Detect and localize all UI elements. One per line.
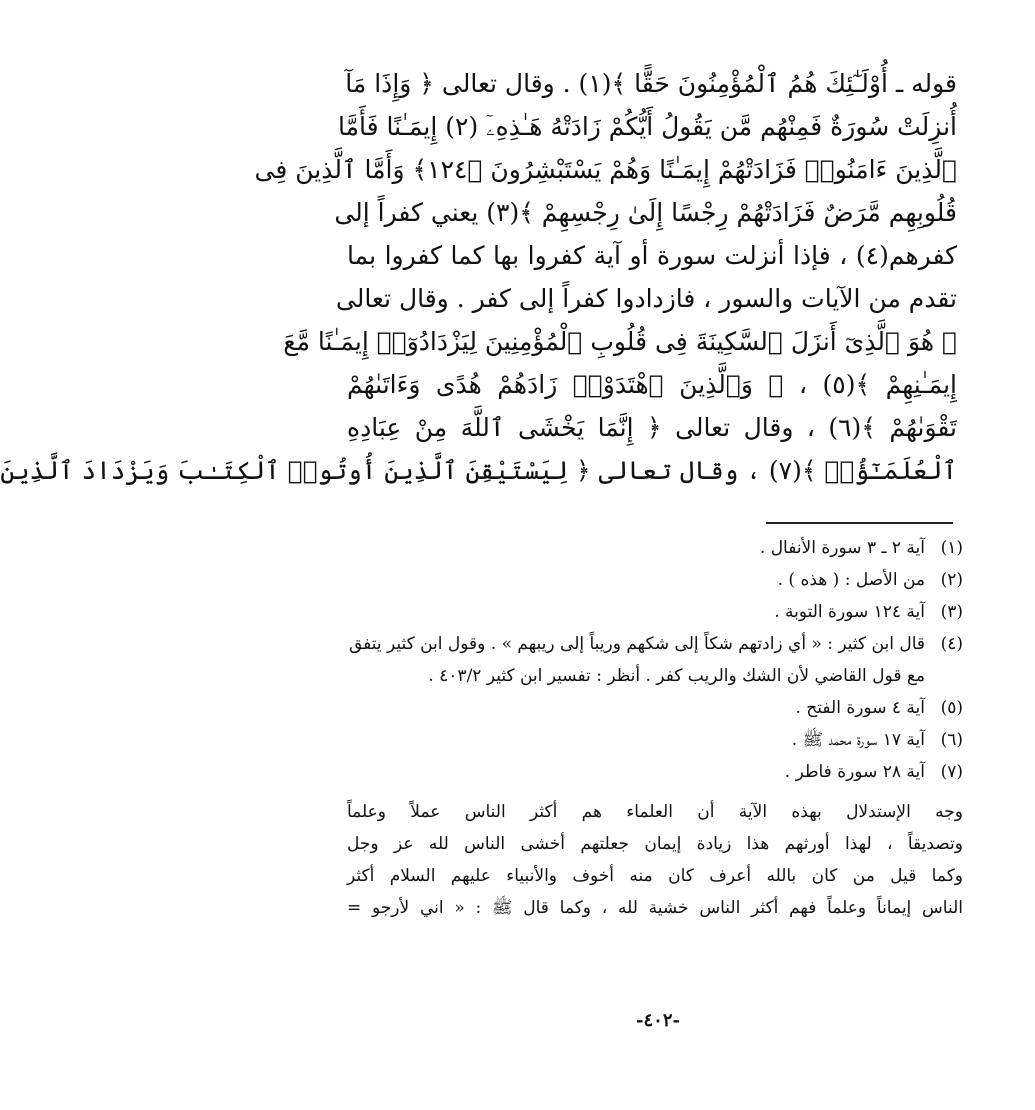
footnote [347,756,963,788]
body-line: أُنزِلَتْ سُورَةٌ فَمِنْهُم مَّن يَقُولُ أَيُّكُمْ زَادَتْهُ هَـٰذِهِۦٓ (٢) إِيمَـٰنًا فَأَمَّا [337,112,957,141]
body-line: ٱلْعُلَمَـٰٓؤُا۟ ﴾(٧) ، وقال تعالى ﴿ لِيَسْتَيْقِنَ ٱلَّذِينَ أُوتُوا۟ ٱلْكِتَـٰبَ وَيَزْدَادَ ٱلَّذِينَ [0,456,957,485]
footnote-number: (٤) [940,634,963,654]
body-line: تقدم من الآيات والسور ، فازدادوا كفراً إلى كفر . وقال تعالى [335,284,957,313]
body-line: ﴿ هُوَ ٱلَّذِىٓ أَنزَلَ ٱلسَّكِينَةَ فِى قُلُوبِ ٱلْمُؤْمِنِينَ لِيَزْدَادُوٓا۟ إِيمَـٰنًا مَّعَ [283,327,957,356]
footnote-separator [766,522,953,524]
footnote-text: آية ٢ ـ ٣ سورة الأنفال . [759,538,925,558]
footnote-text: آية ٤ سورة الفتح . [795,698,925,718]
body-line: قوله ـ أُوْلَـٰٓئِكَ هُمُ ٱلْمُؤْمِنُونَ حَقًّا ﴾(١) . وقال تعالى ﴿ وَإِذَا مَآ [345,69,957,98]
footnote-number: (٢) [940,570,963,590]
footnotes [347,532,963,924]
commentary-line: وكما قيل من كان بالله أعرف كان منه أخوف والأنبياء عليهم السلام أكثر [347,866,963,886]
footnote-number: (٧) [940,762,963,782]
footnote-text: آية ١٢٤ سورة التوبة . [774,602,925,622]
commentary-line: الناس إيماناً وعلماً فهم أكثر الناس خشية لله ، وكما قال ﷺ : « اني لأرجو = [347,898,963,918]
body-line: ٱلَّذِينَ ءَامَنُوا۟ فَزَادَتْهُمْ إِيمَـٰنًا وَهُمْ يَسْتَبْشِرُونَ ﴿١٢٤﴾ وَأَمَّا ٱلَّذِينَ فِى [254,155,957,184]
body-line: إِيمَـٰنِهِمْ ﴾(٥) ، ﴿ وَٱلَّذِينَ ٱهْتَدَوْا۟ زَادَهُمْ هُدًى وَءَاتَىٰهُمْ [347,370,957,399]
footnote [347,628,963,692]
footnote-number: (٣) [940,602,963,622]
footnote [347,564,963,596]
commentary-line: وتصديقاً ، لهذا أورثهم هذا زيادة إيمان جعلتهم أخشى الناس لله عز وجل [347,834,963,854]
footnote-number: (١) [940,538,963,558]
footnote-text: آية ١٧ سورة محمد ﷺ . [791,730,925,750]
body-line: كفرهم(٤) ، فإذا أنزلت سورة أو آية كفروا بها كما كفروا بما [347,241,957,270]
footnote-commentary [347,796,963,924]
footnote [347,724,963,756]
footnote-text: قال ابن كثير : « أي زادتهم شكاً إلى شكهم وريباً إلى ريبهم » . وقول ابن كثير يتفق مع قول القاضي لأن الشك والريب كفر . أنظر : تفسير ابن كثير ٤٠٣/٢ . [348,634,925,686]
footnote [347,596,963,628]
footnote [347,532,963,564]
footnote [347,692,963,724]
footnote-text: من الأصل : ( هذه ) . [777,570,925,590]
main-text [0,62,957,492]
body-line: تَقْوَىٰهُمْ ﴾(٦) ، وقال تعالى ﴿ إِنَّمَا يَخْشَى ٱللَّهَ مِنْ عِبَادِهِ [347,413,957,442]
footnote-number: (٦) [940,730,963,750]
commentary-line: وجه الإستدلال بهذه الآية أن العلماء هم أكثر الناس عملاً وعلماً [347,802,963,822]
footnote-number: (٥) [940,698,963,718]
body-line: قُلُوبِهِم مَّرَضٌ فَزَادَتْهُمْ رِجْسًا إِلَىٰ رِجْسِهِمْ ﴾(٣) يعني كفراً إلى [334,198,957,227]
footnote-text: آية ٢٨ سورة فاطر . [784,762,925,782]
page-number: -٤٠٢- [636,1010,680,1031]
